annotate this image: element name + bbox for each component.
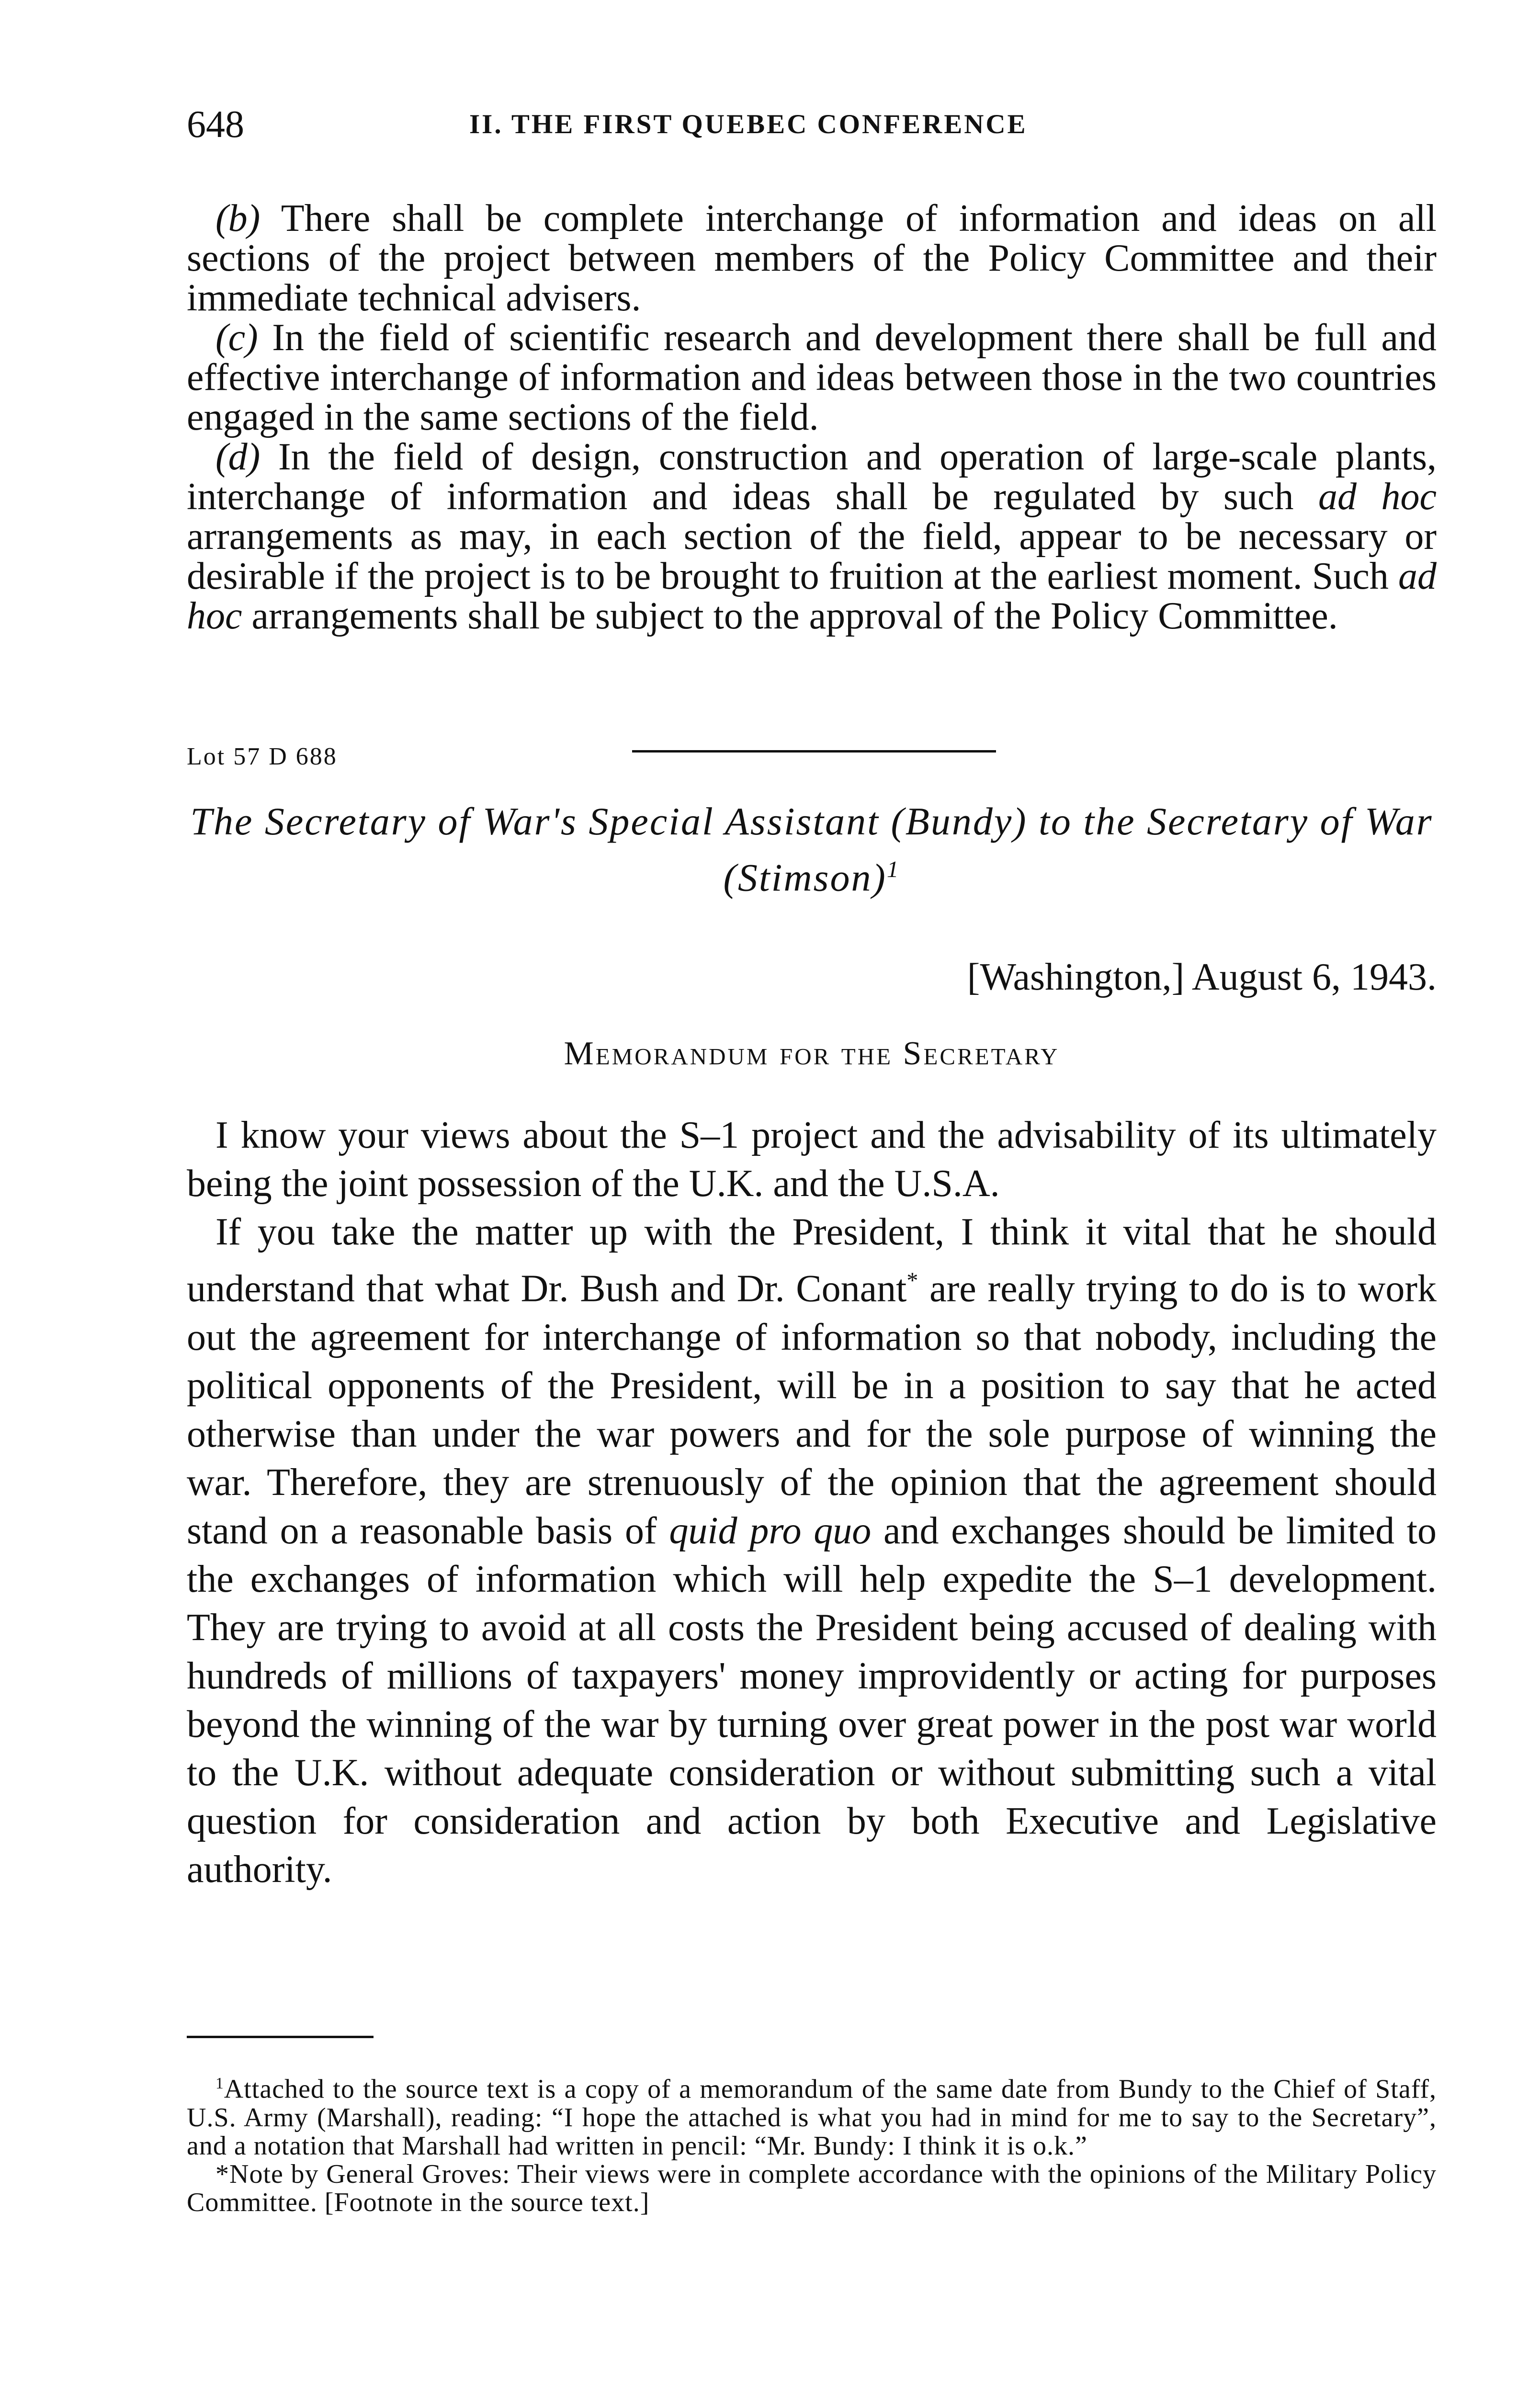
paragraph-d — [187, 437, 1437, 636]
paragraph-text: and exchanges should be limited to the exchanges of information which will help expedite the S–1 development. They are trying to avoid at all costs the President being accused of dealing with hundreds of millions of taxpayers' money improvidently or acting for purposes beyond the winning of the war by turning over great power in the post war world to the U.K. without adequate consideration or without submitting such a vital question for consideration and action by both Executive and Legislative authority. — [187, 1509, 1437, 1891]
footnote-text: Attached to the source text is a copy of a memorandum of the same date from Bundy to the Chief of Staff, U.S. Army (Marshall), reading: “I hope the attached is what you had in mind for me to say to the Secretary”, and a notation that Marshall had written in pencil: “Mr. Bundy: I think it is o.k.” — [187, 2074, 1437, 2161]
paragraph-text: are really trying to do is to work out the agreement for interchange of information so that nobody, including the political opponents of the President, will be in a position to say that he acted otherwise than under the war powers and for the sole purpose of winning the war. Therefore, they are strenuously of the opinion that the agreement should stand on a reasonable basis of — [187, 1267, 1437, 1552]
section-divider — [632, 750, 996, 753]
paragraph-text: If you take the matter up with the President, I think it vital that he should understand that what Dr. Bush and Dr. Conant — [187, 1211, 1437, 1310]
italic-phrase: ad hoc — [187, 555, 1437, 637]
memo-heading: Memorandum for the Secretary — [564, 1035, 1060, 1072]
document-title-text: The Secretary of War's Special Assistant (Bundy) to the Secretary of War (Stimson) — [190, 799, 1433, 900]
footnote-1 — [187, 2069, 1437, 2160]
paragraph-c — [187, 318, 1437, 437]
paragraph-mark: (b) — [215, 197, 260, 240]
footnote-mark: 1 — [215, 2075, 224, 2092]
body-paragraph-1 — [187, 1111, 1437, 1208]
paragraph-text: I know your views about the S–1 project and the advisability of its ultimately being the joint possession of the U.K. and the U.S.A. — [187, 1114, 1437, 1205]
page-number: 648 — [187, 103, 244, 146]
body-paragraph-2 — [187, 1208, 1437, 1894]
footnote-star: * — [906, 1268, 918, 1293]
lot-row — [187, 742, 1437, 781]
paragraph-text: There shall be complete interchange of information and ideas on all sections of the project between members of the Policy Committee and their immediate technical advisers. — [187, 197, 1437, 319]
paragraph-mark: (c) — [215, 317, 258, 359]
footnote-text: *Note by General Groves: Their views were in complete accordance with the opinions of the Military Policy Committee. [Footnote in the source text.] — [187, 2159, 1437, 2217]
memo-body — [187, 1111, 1437, 1894]
dateline: [Washington,] August 6, 1943. — [967, 956, 1437, 998]
paragraph-b — [187, 199, 1437, 318]
italic-phrase: quid pro quo — [669, 1509, 872, 1552]
paragraph-text: In the field of scientific research and development there shall be full and effective interchange of information and ideas between those in the two countries engaged in the same sections of the field. — [187, 317, 1437, 438]
italic-phrase: ad hoc — [1318, 476, 1437, 518]
page-header — [187, 103, 1432, 156]
footnote-divider — [187, 2036, 374, 2038]
paragraph-text: In the field of design, construction and operation of large-scale plants, interchange of information and ideas shall be regulated by such — [187, 436, 1437, 518]
footnote-2 — [187, 2160, 1437, 2217]
running-head: II. THE FIRST QUEBEC CONFERENCE — [469, 109, 1028, 139]
footnote-ref: 1 — [886, 856, 900, 882]
paragraph-text: arrangements as may, in each section of the field, appear to be necessary or desirable if the project is to be brought to fruition at the earliest moment. Such — [187, 515, 1437, 597]
document-title — [187, 798, 1437, 901]
lot-reference: Lot 57 D 688 — [187, 743, 338, 770]
continued-section — [187, 199, 1437, 636]
paragraph-mark: (d) — [215, 436, 260, 478]
paragraph-text: arrangements shall be subject to the approval of the Policy Committee. — [251, 595, 1338, 637]
footnotes — [187, 2069, 1437, 2217]
